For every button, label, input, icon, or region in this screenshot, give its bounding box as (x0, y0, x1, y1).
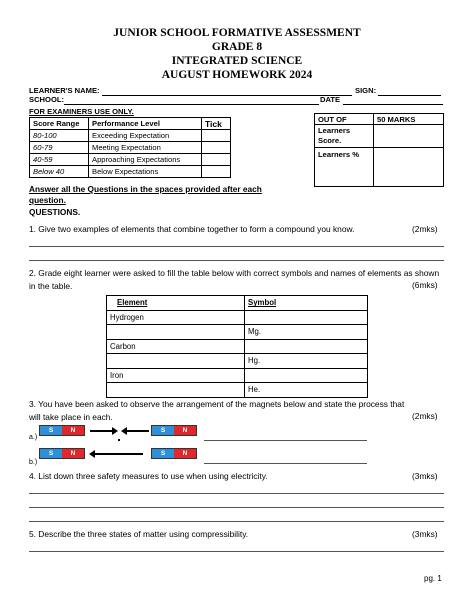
magnet-pole-s: S (152, 449, 174, 458)
arrow-right-icon (90, 430, 114, 432)
symbol-cell[interactable] (245, 310, 368, 325)
question-3-text: 3. You have been asked to observe the arrangement of the magnets below and state the process that will take place in each. (29, 399, 405, 422)
performance-level-cell: Meeting Expectation (89, 142, 202, 154)
header-element: Element (107, 296, 245, 311)
performance-level-cell: Exceeding Expectation (89, 130, 202, 142)
performance-level-cell: Approaching Expectations (89, 154, 202, 166)
element-cell[interactable] (107, 325, 245, 340)
instructions-text: Answer all the Questions in the spaces provided after each question. (29, 184, 262, 205)
examiners-table (29, 117, 231, 178)
dot-icon (118, 439, 120, 441)
score-range-cell: 80-100 (30, 130, 89, 142)
element-cell: Hydrogen (107, 310, 245, 325)
examiners-label: FOR EXAMINERS USE ONLY. (29, 107, 134, 116)
question-2-marks: (6mks) (412, 280, 438, 290)
learners-score-cell[interactable] (374, 125, 444, 148)
doc-title-line1: JUNIOR SCHOOL FORMATIVE ASSESSMENT (113, 27, 361, 39)
questions-heading: QUESTIONS. (29, 207, 81, 217)
tick-cell[interactable] (202, 130, 231, 142)
magnet-a-label: a.) (29, 434, 38, 441)
name-label: LEARNER'S NAME: (29, 86, 100, 95)
question-5-text: 5. Describe the three states of matter using compressibility. (29, 529, 249, 539)
question-2-text: 2. Grade eight learner were asked to fill the table below with correct symbols and names of elements as shown in the table. (29, 268, 440, 291)
marks-box (314, 113, 444, 187)
header-score-range: Score Range (30, 118, 89, 130)
doc-title-line2: GRADE 8 (211, 41, 263, 53)
magnet-a1 (39, 425, 85, 436)
answer-line[interactable] (29, 246, 444, 247)
score-range-cell: 40-59 (30, 154, 89, 166)
magnet-b-label: b.) (29, 459, 38, 466)
element-cell: Carbon (107, 339, 245, 354)
learners-percent-label: Learners % (315, 148, 374, 187)
magnet-pole-s: S (40, 449, 62, 458)
answer-line[interactable] (29, 493, 444, 494)
arrow-left-icon (93, 453, 143, 455)
tick-cell[interactable] (202, 142, 231, 154)
sign-label: SIGN: (355, 86, 377, 95)
answer-line[interactable] (29, 260, 444, 261)
score-range-cell: 60-79 (30, 142, 89, 154)
magnet-pole-n: N (62, 449, 84, 458)
element-cell: Iron (107, 368, 245, 383)
header-tick: Tick (202, 118, 231, 130)
question-1-text: 1. Give two examples of elements that combine together to form a compound you know. (29, 224, 355, 234)
learners-percent-cell[interactable] (374, 148, 444, 187)
tick-cell[interactable] (202, 166, 231, 178)
element-cell[interactable] (107, 383, 245, 398)
symbol-cell[interactable] (245, 368, 368, 383)
header-symbol: Symbol (245, 296, 368, 311)
date-line[interactable] (343, 104, 443, 105)
element-cell[interactable] (107, 354, 245, 369)
answer-line[interactable] (29, 507, 444, 508)
header-performance-level: Performance Level (89, 118, 202, 130)
symbol-cell: He. (245, 383, 368, 398)
magnet-pole-n: N (62, 426, 84, 435)
question-3-marks: (2mks) (412, 411, 438, 421)
performance-level-cell: Below Expectations (89, 166, 202, 178)
date-label: DATE (320, 95, 341, 104)
magnet-pole-s: S (152, 426, 174, 435)
page-number: pg. 1 (424, 574, 442, 583)
magnet-pole-n: N (174, 426, 196, 435)
answer-line[interactable] (204, 463, 367, 464)
magnet-pole-n: N (174, 449, 196, 458)
sign-line[interactable] (378, 95, 441, 96)
school-line[interactable] (64, 104, 319, 105)
answer-line[interactable] (204, 440, 367, 441)
question-4-text: 4. List down three safety measures to use when using electricity. (29, 471, 268, 481)
question-5-marks: (3mks) (412, 529, 438, 539)
school-label: SCHOOL: (29, 95, 65, 104)
answer-line[interactable] (29, 551, 444, 552)
symbol-cell: Hg. (245, 354, 368, 369)
total-marks: 50 MARKS (374, 114, 444, 125)
name-line[interactable] (102, 95, 352, 96)
magnet-b1 (39, 448, 85, 459)
tick-cell[interactable] (202, 154, 231, 166)
out-of-label: OUT OF (315, 114, 374, 125)
arrow-left-icon (125, 430, 149, 432)
answer-line[interactable] (29, 521, 444, 522)
learners-score-label: Learners Score. (315, 125, 374, 148)
magnet-pole-s: S (40, 426, 62, 435)
symbol-cell[interactable] (245, 339, 368, 354)
question-4-marks: (3mks) (412, 471, 438, 481)
magnet-b2 (151, 448, 197, 459)
symbol-cell: Mg. (245, 325, 368, 340)
element-symbol-table (106, 295, 368, 398)
doc-title-line4: AUGUST HOMEWORK 2024 (161, 69, 313, 81)
doc-title-line3: INTEGRATED SCIENCE (171, 55, 303, 67)
question-1-marks: (2mks) (412, 224, 438, 234)
score-range-cell: Below 40 (30, 166, 89, 178)
magnet-a2 (151, 425, 197, 436)
